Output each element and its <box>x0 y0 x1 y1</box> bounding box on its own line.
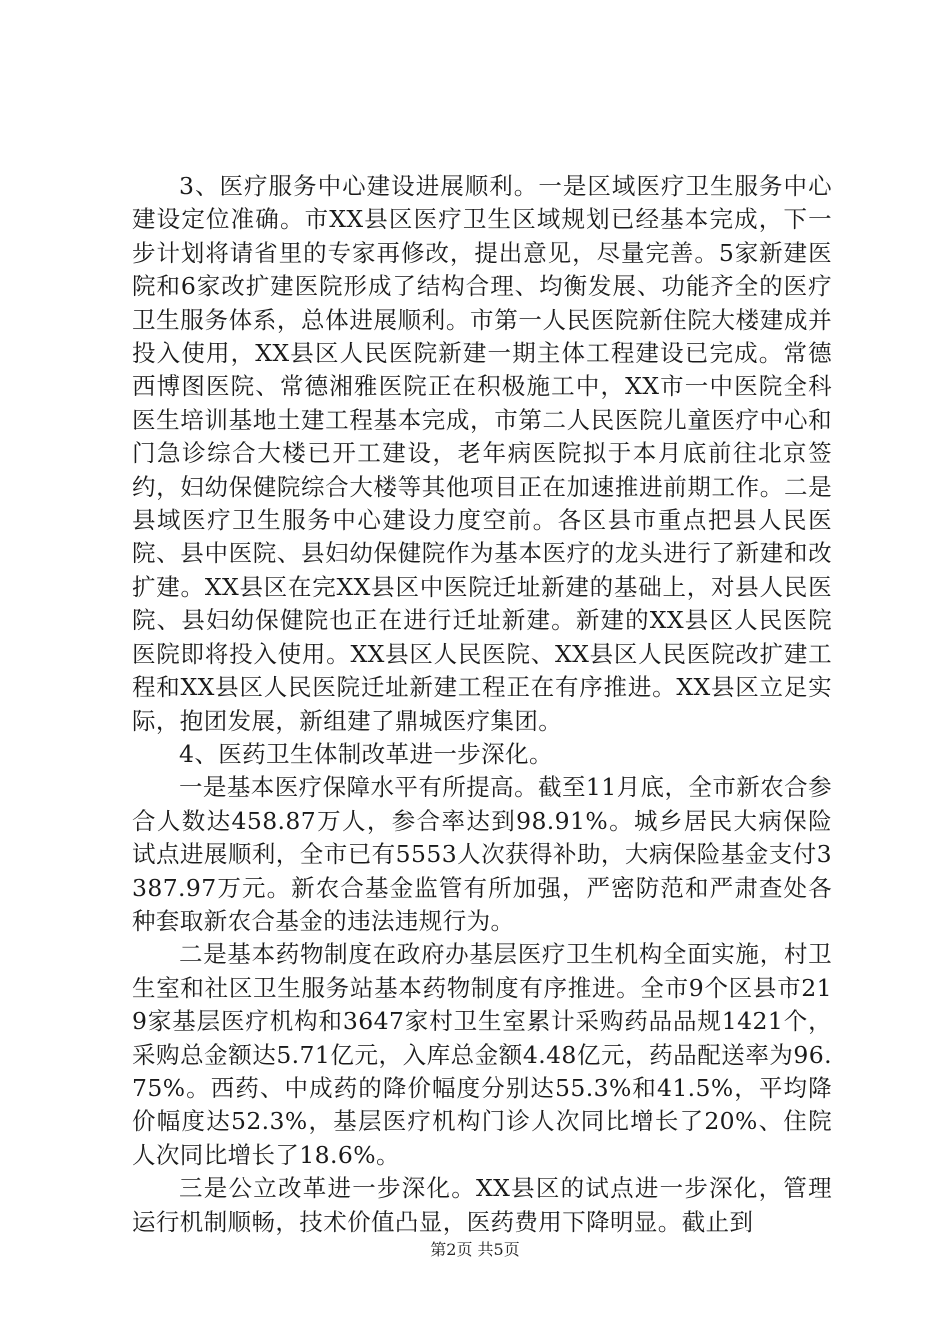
paragraph-medical-insurance: 一是基本医疗保障水平有所提高。截至11月底，全市新农合参合人数达458.87万人，参合率达到98.91%。城乡居民大病保险试点进展顺利，全市已有5553人次获得补助，大病保险基金支付3387.97万元。新农合基金监管有所加强，严密防范和严肃查处各种套取新农合基金的违法违规行为。 <box>132 773 832 935</box>
paragraph-reform-heading: 4、医药卫生体制改革进一步深化。 <box>179 739 553 768</box>
document-body <box>132 170 832 1239</box>
paragraph-essential-drugs: 二是基本药物制度在政府办基层医疗卫生机构全面实施，村卫生室和社区卫生服务站基本药物制度有序推进。全市9个区县市219家基层医疗机构和3647家村卫生室累计采购药品品规1421个，采购总金额达5.71亿元，入库总金额4.48亿元，药品配送率为96.75%。西药、中成药的降价幅度分别达55.3%和41.5%，平均降价幅度达52.3%，基层医疗机构门诊人次同比增长了20%、住院人次同比增长了18.6%。 <box>132 940 832 1169</box>
paragraph-public-hospital-reform: 三是公立改革进一步深化。XX县区的试点进一步深化，管理运行机制顺畅，技术价值凸显，医药费用下降明显。截止到 <box>132 1174 832 1236</box>
paragraph-medical-service-center: 3、医疗服务中心建设进展顺利。一是区域医疗卫生服务中心建设定位准确。市XX县区医疗卫生区域规划已经基本完成，下一步计划将请省里的专家再修改，提出意见，尽量完善。5家新建医院和6家改扩建医院形成了结构合理、均衡发展、功能齐全的医疗卫生服务体系，总体进展顺利。市第一人民医院新住院大楼建成并投入使用，XX县区人民医院新建一期主体工程建设已完成。常德西博图医院、常德湘雅医院正在积极施工中，XX市一中医院全科医生培训基地土建工程基本完成，市第二人民医院儿童医疗中心和门急诊综合大楼已开工建设，老年病医院拟于本月底前往北京签约，妇幼保健院综合大楼等其他项目正在加速推进前期工作。二是县域医疗卫生服务中心建设力度空前。各区县市重点把县人民医院、县中医院、县妇幼保健院作为基本医疗的龙头进行了新建和改扩建。XX县区在完XX县区中医院迁址新建的基础上，对县人民医院、县妇幼保健院也正在进行迁址新建。新建的XX县区人民医院医院即将投入使用。XX县区人民医院、XX县区人民医院改扩建工程和XX县区人民医院迁址新建工程正在有序推进。XX县区立足实际，抱团发展，新组建了鼎城医疗集团。 <box>132 172 832 735</box>
page-number-footer: 第2页 共5页 <box>430 1240 520 1259</box>
